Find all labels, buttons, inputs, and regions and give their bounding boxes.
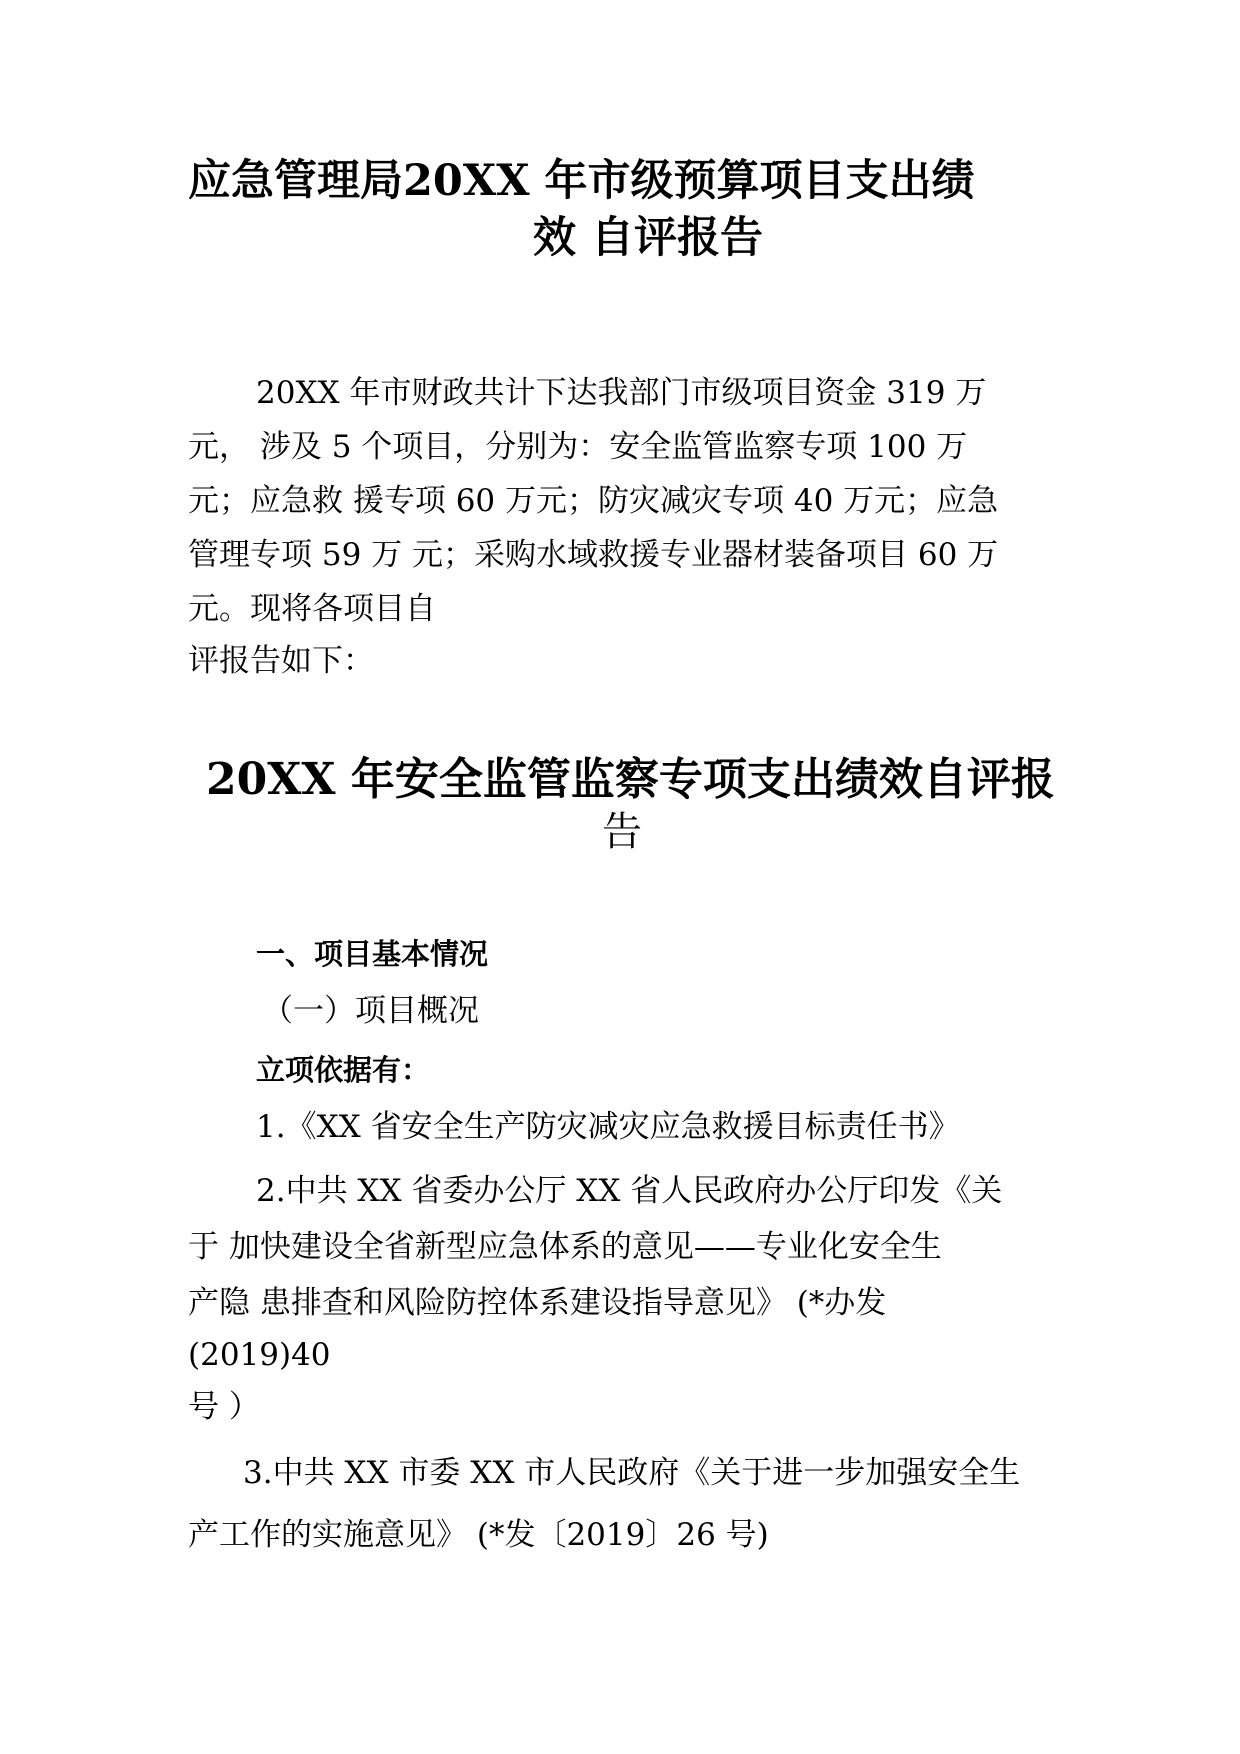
- basis-item-3-line-2: 产工作的实施意见》 (*发〔2019〕26 号): [188, 1517, 769, 1553]
- basis-label: 立项依据有：: [256, 1053, 431, 1087]
- basis-item-1: 1.《XX 省安全生产防灾减灾应急救援目标责任书》: [256, 1109, 960, 1145]
- intro-line-6: 评报告如下：: [188, 643, 374, 679]
- section-title-line-1: 20XX 年安全监管监察专项支出绩效自评报: [206, 754, 1055, 805]
- basis-item-2-line-1: 2.中共 XX 省委办公厅 XX 省人民政府办公厅印发《关: [256, 1173, 1003, 1209]
- intro-line-3: 元；应急救 援专项 60 万元；防灾减灾专项 40 万元；应急: [188, 483, 999, 519]
- intro-line-2: 元， 涉及 5 个项目，分别为：安全监管监察专项 100 万: [188, 429, 968, 465]
- subheading-overview: （一）项目概况: [262, 993, 479, 1029]
- intro-line-1: 20XX 年市财政共计下达我部门市级项目资金 319 万: [256, 375, 987, 411]
- heading-basic-info: 一、项目基本情况: [256, 937, 489, 971]
- report-title-line-2: 效 自评报告: [533, 213, 763, 263]
- report-title-line-1: 应急管理局20XX 年市级预算项目支出绩: [188, 156, 975, 206]
- basis-item-3-line-1: 3.中共 XX 市委 XX 市人民政府《关于进一步加强安全生: [243, 1455, 1021, 1491]
- basis-item-2-line-2: 于 加快建设全省新型应急体系的意见——专业化安全生: [188, 1229, 942, 1265]
- section-title-line-2: 告: [602, 809, 642, 855]
- intro-line-4: 管理专项 59 万 元；采购水域救援专业器材装备项目 60 万: [188, 537, 999, 573]
- basis-item-2-line-5: 号 ）: [188, 1389, 260, 1425]
- intro-line-5: 元。现将各项目自: [188, 591, 436, 627]
- basis-item-2-line-3: 产隐 患排查和风险防控体系建设指导意见》 (*办发: [188, 1285, 887, 1321]
- basis-item-2-line-4: (2019)40: [188, 1337, 331, 1373]
